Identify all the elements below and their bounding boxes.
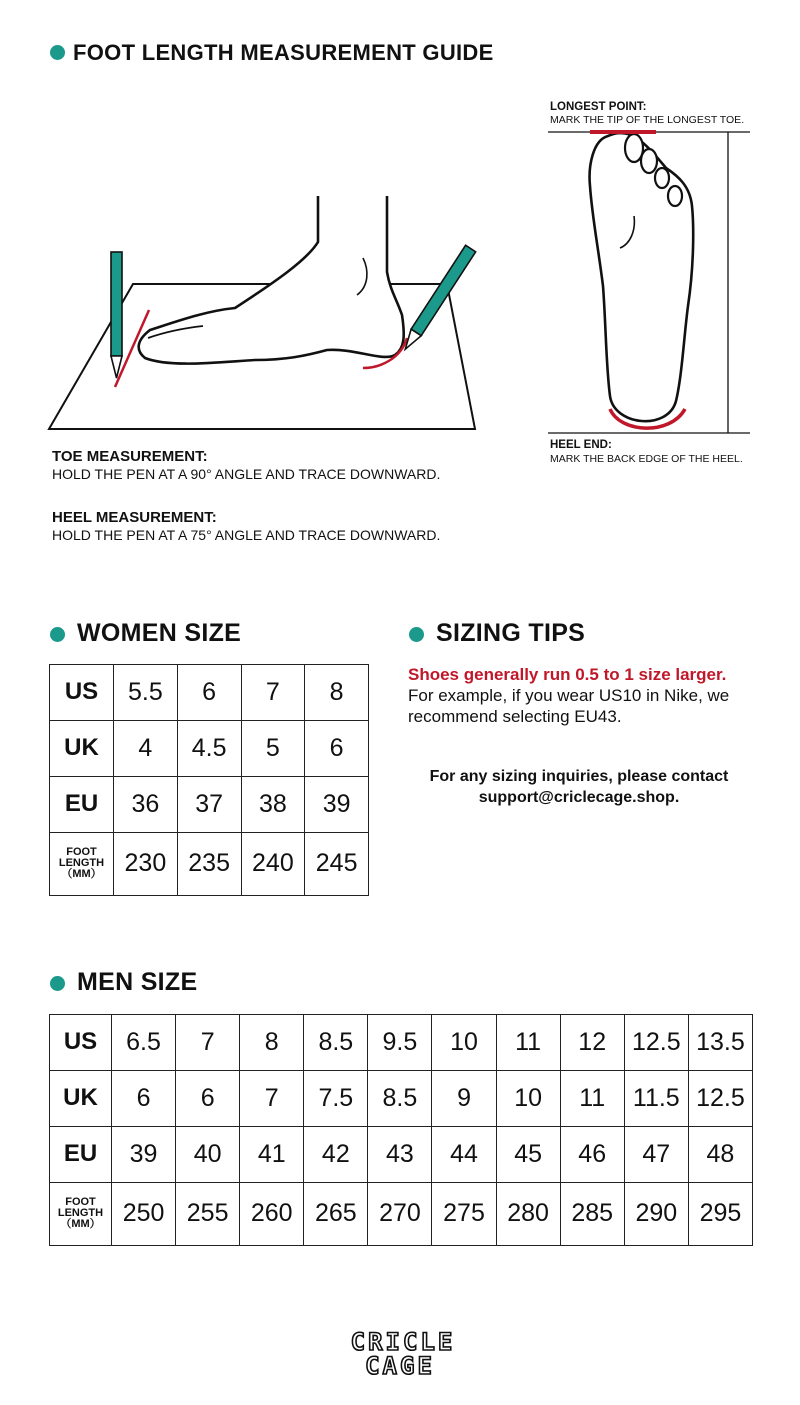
foot-label-line: FOOT xyxy=(66,846,97,859)
table-cell: 6 xyxy=(305,720,369,776)
brand-logo-line: CRICLE xyxy=(350,1328,456,1356)
table-cell: 5 xyxy=(241,720,305,776)
table-cell: 8.5 xyxy=(304,1015,368,1071)
table-cell: 9.5 xyxy=(368,1015,432,1071)
foot-sole-illustration xyxy=(548,126,758,436)
table-cell: 265 xyxy=(304,1182,368,1245)
women-size-table xyxy=(49,664,369,896)
sizing-tips-body xyxy=(408,664,768,727)
toe-measurement-text: HOLD THE PEN AT A 90° ANGLE AND TRACE DOWNWARD. xyxy=(52,466,441,482)
brand-logo xyxy=(328,1322,478,1382)
heel-measurement-title: HEEL MEASUREMENT: xyxy=(52,509,217,526)
table-cell: 6.5 xyxy=(112,1015,176,1071)
table-cell: 38 xyxy=(241,776,305,832)
row-label-foot-length xyxy=(50,1182,112,1245)
table-cell: 47 xyxy=(624,1126,688,1182)
table-cell: 48 xyxy=(688,1126,752,1182)
bullet-dot-icon xyxy=(50,627,65,642)
table-cell: 6 xyxy=(177,665,241,721)
row-label: EU xyxy=(50,1126,112,1182)
foot-label-line: FOOT xyxy=(65,1196,96,1209)
table-cell: 41 xyxy=(240,1126,304,1182)
longest-point-title: LONGEST POINT: xyxy=(550,101,647,113)
table-cell: 13.5 xyxy=(688,1015,752,1071)
support-email: support@criclecage.shop. xyxy=(478,789,680,806)
table-cell: 285 xyxy=(560,1182,624,1245)
table-cell: 36 xyxy=(114,776,178,832)
foot-label-line: LENGTH xyxy=(57,1207,104,1220)
table-cell: 6 xyxy=(176,1070,240,1126)
table-row xyxy=(50,1182,753,1245)
bullet-dot-icon xyxy=(409,627,424,642)
table-cell: 39 xyxy=(112,1126,176,1182)
women-size-title: WOMEN SIZE xyxy=(77,619,242,647)
table-cell: 46 xyxy=(560,1126,624,1182)
row-label: UK xyxy=(50,1070,112,1126)
row-label: UK xyxy=(50,720,114,776)
heel-measurement-text: HOLD THE PEN AT A 75° ANGLE AND TRACE DOWNWARD. xyxy=(52,527,441,543)
sizing-tips-line: For example, if you wear US10 in Nike, we xyxy=(408,686,730,705)
table-cell: 8 xyxy=(305,665,369,721)
table-row xyxy=(50,832,369,895)
heel-end-text: MARK THE BACK EDGE OF THE HEEL. xyxy=(550,453,743,465)
table-cell: 260 xyxy=(240,1182,304,1245)
table-cell: 11.5 xyxy=(624,1070,688,1126)
table-cell: 8.5 xyxy=(368,1070,432,1126)
foot-label-line: （MM） xyxy=(60,1218,101,1231)
table-cell: 4 xyxy=(114,720,178,776)
table-cell: 230 xyxy=(114,832,178,895)
table-cell: 7 xyxy=(240,1070,304,1126)
table-cell: 45 xyxy=(496,1126,560,1182)
table-row xyxy=(50,1126,753,1182)
table-cell: 40 xyxy=(176,1126,240,1182)
foot-label-line: （MM） xyxy=(61,868,102,881)
side-foot-illustration xyxy=(45,190,525,430)
sizing-contact xyxy=(405,766,753,808)
table-cell: 12.5 xyxy=(624,1015,688,1071)
table-cell: 7.5 xyxy=(304,1070,368,1126)
row-label: US xyxy=(50,665,114,721)
table-cell: 7 xyxy=(176,1015,240,1071)
table-row xyxy=(50,1015,753,1071)
toe-measurement-title: TOE MEASUREMENT: xyxy=(52,448,208,465)
table-cell: 270 xyxy=(368,1182,432,1245)
table-row xyxy=(50,665,369,721)
table-cell: 11 xyxy=(496,1015,560,1071)
table-cell: 11 xyxy=(560,1070,624,1126)
table-cell: 235 xyxy=(177,832,241,895)
table-cell: 44 xyxy=(432,1126,496,1182)
table-cell: 12.5 xyxy=(688,1070,752,1126)
foot-label-line: LENGTH xyxy=(58,857,105,870)
table-cell: 8 xyxy=(240,1015,304,1071)
table-cell: 245 xyxy=(305,832,369,895)
table-cell: 9 xyxy=(432,1070,496,1126)
table-cell: 5.5 xyxy=(114,665,178,721)
table-row xyxy=(50,1070,753,1126)
table-cell: 12 xyxy=(560,1015,624,1071)
sizing-contact-line: For any sizing inquiries, please contact xyxy=(429,768,729,785)
row-label: US xyxy=(50,1015,112,1071)
table-cell: 10 xyxy=(432,1015,496,1071)
table-cell: 290 xyxy=(624,1182,688,1245)
sizing-tips-title: SIZING TIPS xyxy=(436,619,586,647)
brand-logo-line: CAGE xyxy=(365,1352,435,1380)
table-cell: 4.5 xyxy=(177,720,241,776)
row-label-foot-length xyxy=(50,832,114,895)
bullet-dot-icon xyxy=(50,976,65,991)
table-row xyxy=(50,776,369,832)
bullet-dot-icon xyxy=(50,45,65,60)
table-cell: 6 xyxy=(112,1070,176,1126)
table-cell: 42 xyxy=(304,1126,368,1182)
table-cell: 295 xyxy=(688,1182,752,1245)
table-cell: 39 xyxy=(305,776,369,832)
table-cell: 43 xyxy=(368,1126,432,1182)
table-cell: 10 xyxy=(496,1070,560,1126)
heel-end-title: HEEL END: xyxy=(550,439,612,451)
row-label: EU xyxy=(50,776,114,832)
table-cell: 240 xyxy=(241,832,305,895)
guide-title: FOOT LENGTH MEASUREMENT GUIDE xyxy=(73,40,494,65)
table-cell: 275 xyxy=(432,1182,496,1245)
table-cell: 37 xyxy=(177,776,241,832)
table-cell: 250 xyxy=(112,1182,176,1245)
table-cell: 280 xyxy=(496,1182,560,1245)
table-cell: 255 xyxy=(176,1182,240,1245)
men-size-title: MEN SIZE xyxy=(77,968,198,996)
sizing-tips-highlight: Shoes generally run 0.5 to 1 size larger. xyxy=(408,665,727,684)
men-size-table xyxy=(49,1014,753,1246)
sizing-tips-line: recommend selecting EU43. xyxy=(408,707,622,726)
table-row xyxy=(50,720,369,776)
longest-point-text: MARK THE TIP OF THE LONGEST TOE. xyxy=(550,114,745,126)
table-cell: 7 xyxy=(241,665,305,721)
